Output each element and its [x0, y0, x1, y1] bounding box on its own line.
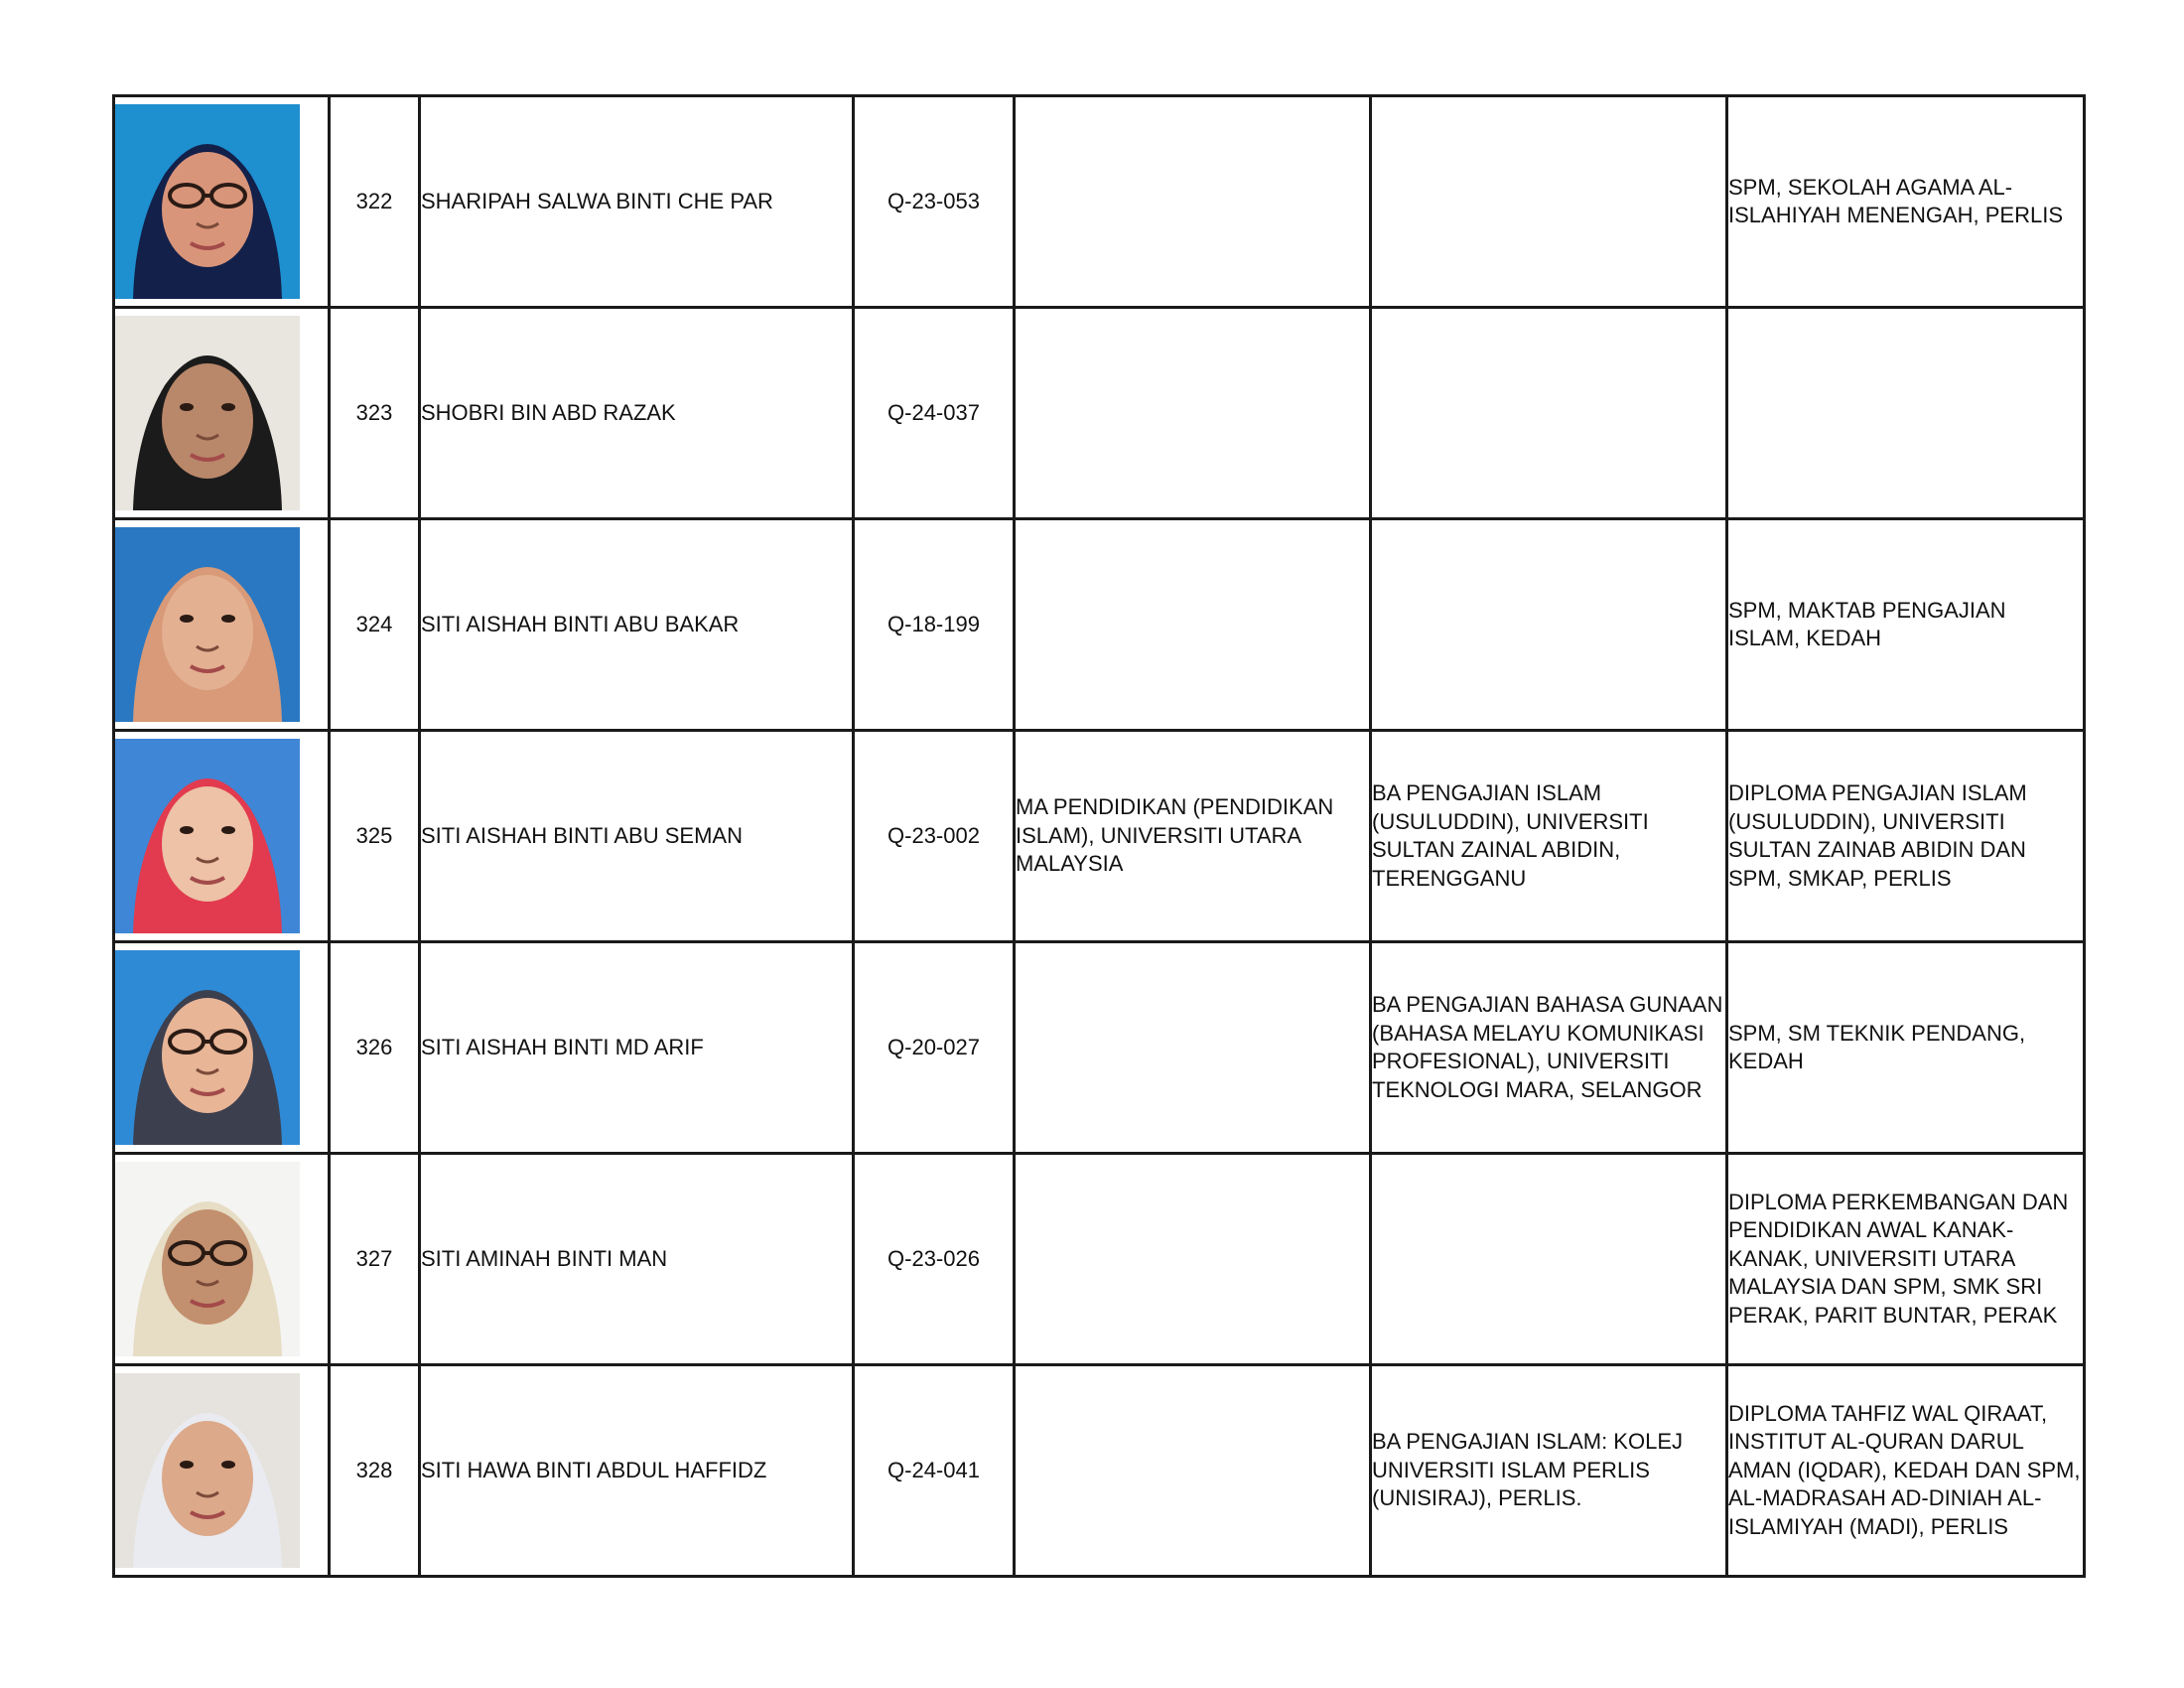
other-qualification: [1727, 308, 2085, 519]
portrait-photo: [115, 104, 300, 299]
degree-qualification: BA PENGAJIAN ISLAM: KOLEJ UNIVERSITI ISLAM PERLIS (UNISIRAJ), PERLIS.: [1371, 1365, 1727, 1577]
photo-cell: [114, 519, 330, 731]
degree-qualification: [1371, 519, 1727, 731]
photo-cell: [114, 731, 330, 942]
roster-body: [114, 96, 2085, 1577]
registration-code: Q-23-053: [854, 96, 1015, 308]
table-row: [114, 1365, 2085, 1577]
masters-qualification: MA PENDIDIKAN (PENDIDIKAN ISLAM), UNIVERSITI UTARA MALAYSIA: [1015, 731, 1371, 942]
person-name: SITI AISHAH BINTI ABU BAKAR: [420, 519, 854, 731]
registration-code: Q-23-002: [854, 731, 1015, 942]
other-qualification: SPM, SEKOLAH AGAMA AL-ISLAHIYAH MENENGAH, PERLIS: [1727, 96, 2085, 308]
row-number: 323: [330, 308, 420, 519]
degree-qualification: BA PENGAJIAN BAHASA GUNAAN (BAHASA MELAYU KOMUNIKASI PROFESIONAL), UNIVERSITI TEKNOLOGI MARA, SELANGOR: [1371, 942, 1727, 1154]
registration-code: Q-24-037: [854, 308, 1015, 519]
person-name: SITI AMINAH BINTI MAN: [420, 1154, 854, 1365]
masters-qualification: [1015, 1154, 1371, 1365]
table-row: [114, 942, 2085, 1154]
person-name: SITI AISHAH BINTI ABU SEMAN: [420, 731, 854, 942]
portrait-photo: [115, 1162, 300, 1356]
masters-qualification: [1015, 519, 1371, 731]
row-number: 322: [330, 96, 420, 308]
degree-qualification: [1371, 96, 1727, 308]
person-name: SITI AISHAH BINTI MD ARIF: [420, 942, 854, 1154]
portrait-photo: [115, 950, 300, 1145]
row-number: 324: [330, 519, 420, 731]
degree-qualification: [1371, 1154, 1727, 1365]
photo-cell: [114, 1365, 330, 1577]
photo-cell: [114, 96, 330, 308]
portrait-photo: [115, 316, 300, 510]
portrait-photo: [115, 739, 300, 933]
row-number: 325: [330, 731, 420, 942]
masters-qualification: [1015, 96, 1371, 308]
table-row: [114, 308, 2085, 519]
masters-qualification: [1015, 1365, 1371, 1577]
staff-roster-table: [112, 94, 2086, 1578]
person-name: SHOBRI BIN ABD RAZAK: [420, 308, 854, 519]
other-qualification: DIPLOMA PERKEMBANGAN DAN PENDIDIKAN AWAL KANAK-KANAK, UNIVERSITI UTARA MALAYSIA DAN SPM, SMK SRI PERAK, PARIT BUNTAR, PERAK: [1727, 1154, 2085, 1365]
photo-cell: [114, 308, 330, 519]
masters-qualification: [1015, 308, 1371, 519]
row-number: 328: [330, 1365, 420, 1577]
photo-cell: [114, 1154, 330, 1365]
registration-code: Q-18-199: [854, 519, 1015, 731]
other-qualification: SPM, SM TEKNIK PENDANG, KEDAH: [1727, 942, 2085, 1154]
registration-code: Q-20-027: [854, 942, 1015, 1154]
portrait-photo: [115, 1373, 300, 1568]
other-qualification: DIPLOMA PENGAJIAN ISLAM (USULUDDIN), UNIVERSITI SULTAN ZAINAB ABIDIN DAN SPM, SMKAP, PERLIS: [1727, 731, 2085, 942]
portrait-photo: [115, 527, 300, 722]
row-number: 327: [330, 1154, 420, 1365]
photo-cell: [114, 942, 330, 1154]
registration-code: Q-23-026: [854, 1154, 1015, 1365]
degree-qualification: BA PENGAJIAN ISLAM (USULUDDIN), UNIVERSITI SULTAN ZAINAL ABIDIN, TERENGGANU: [1371, 731, 1727, 942]
other-qualification: SPM, MAKTAB PENGAJIAN ISLAM, KEDAH: [1727, 519, 2085, 731]
table-row: [114, 731, 2085, 942]
row-number: 326: [330, 942, 420, 1154]
table-row: [114, 519, 2085, 731]
table-row: [114, 96, 2085, 308]
registration-code: Q-24-041: [854, 1365, 1015, 1577]
other-qualification: DIPLOMA TAHFIZ WAL QIRAAT, INSTITUT AL-QURAN DARUL AMAN (IQDAR), KEDAH DAN SPM, AL-MADRASAH AD-DINIAH AL-ISLAMIYAH (MADI), PERLIS: [1727, 1365, 2085, 1577]
person-name: SITI HAWA BINTI ABDUL HAFFIDZ: [420, 1365, 854, 1577]
table-row: [114, 1154, 2085, 1365]
person-name: SHARIPAH SALWA BINTI CHE PAR: [420, 96, 854, 308]
masters-qualification: [1015, 942, 1371, 1154]
degree-qualification: [1371, 308, 1727, 519]
